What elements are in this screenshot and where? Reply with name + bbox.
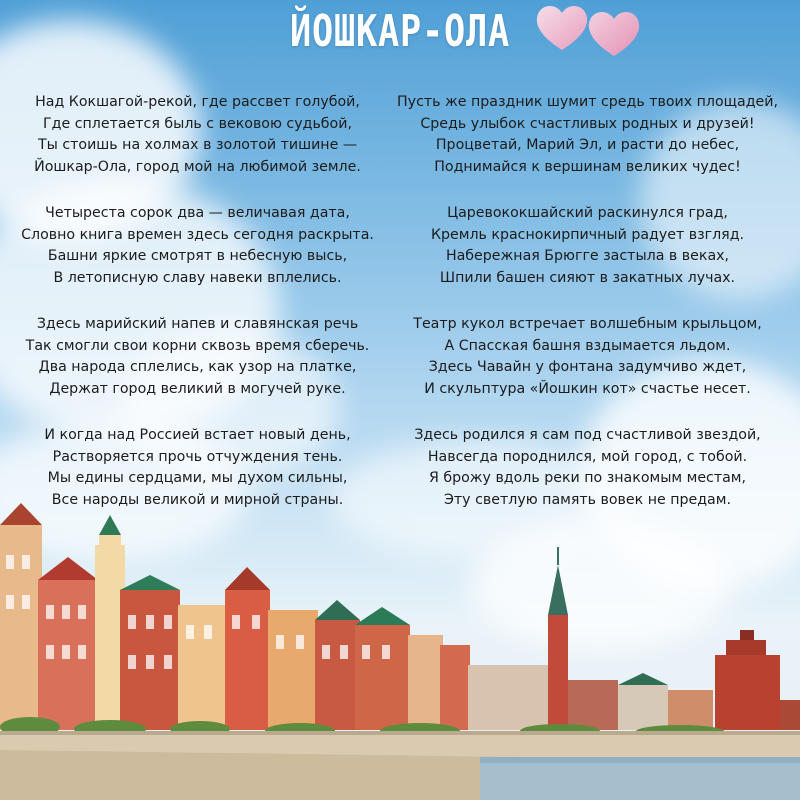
poem-line: Здесь марийский напев и славянская речь: [36, 316, 359, 332]
page-title: ЙОШКАР-ОЛА: [290, 6, 510, 57]
poem-line: Где сплетается быль с вековою судьбой,: [43, 115, 352, 132]
poem-line: Мы едины сердцами, мы духом сильны,: [47, 470, 348, 486]
poem-line: Над Кокшагой-рекой, где рассвет голубой,: [35, 94, 360, 110]
poem-line: Держат город великий в могучей руке.: [49, 380, 346, 397]
city-embankment-illustration: [0, 495, 800, 800]
poem-line: Поднимайся к вершинам великих чудес!: [434, 158, 741, 175]
poem-line: Растворяется прочь отчуждения тень.: [52, 448, 343, 465]
poem-line: Шпили башен сияют в закатных лучах.: [439, 269, 736, 286]
poem-line: Два народа сплелись, как узор на платке,: [38, 359, 357, 375]
poem-line: И когда над Россией встает новый день,: [44, 427, 351, 443]
poem-left-column: [0, 92, 395, 536]
poem-line: Так смогли свои корни сквозь время сберечь.: [25, 337, 370, 354]
poem-line: Йошкар-Ола, город мой на любимой земле.: [34, 158, 361, 175]
poem-line: И скульптура «Йошкин кот» счастье несет.: [424, 380, 751, 397]
poem-line: В летописную славу навеки вплелись.: [53, 269, 342, 286]
poem-stanza: [0, 314, 395, 400]
poem-line: Навсегда породнился, мой город, с тобой.: [427, 448, 748, 465]
poem-line: Ты стоишь на холмах в золотой тишине —: [37, 137, 358, 153]
poem-line: Четыреста сорок два — величавая дата,: [45, 205, 350, 221]
poem-line: Я брожу вдоль реки по знакомым местам,: [428, 470, 747, 486]
poem-line: Здесь родился я сам под счастливой звездой,: [414, 427, 761, 443]
poem-right-column: [390, 92, 785, 536]
poem-line: Эту светлую память вовек не предам.: [444, 491, 731, 508]
poem-line: Башни яркие смотрят в небесную высь,: [47, 248, 348, 264]
poem-line: А Спасская башня вздымается льдом.: [444, 337, 731, 354]
poem-line: Здесь Чавайн у фонтана задумчиво ждет,: [428, 359, 747, 375]
hearts-icon: [530, 0, 645, 60]
poem-line: Театр кукол встречает волшебным крыльцом,: [413, 316, 762, 332]
poem-line: Кремль краснокирпичный радует взгляд.: [430, 226, 745, 243]
poem-line: Средь улыбок счастливых родных и друзей!: [420, 115, 755, 132]
poem-stanza: [390, 92, 785, 178]
poem-line: Набережная Брюгге застыла в веках,: [445, 248, 730, 264]
poem-line: Процветай, Марий Эл, и расти до небес,: [435, 137, 740, 153]
poem-line: Пусть же праздник шумит средь твоих площадей,: [397, 94, 778, 110]
poem-line: Царевококшайский раскинулся град,: [447, 205, 728, 221]
poem-line: Все народы великой и мирной страны.: [51, 491, 344, 508]
poem-stanza: [390, 314, 785, 400]
poem-stanza: [0, 92, 395, 178]
poem-stanza: [390, 203, 785, 289]
poem-stanza: [0, 203, 395, 289]
poem-line: Словно книга времен здесь сегодня раскрыта.: [21, 226, 374, 243]
